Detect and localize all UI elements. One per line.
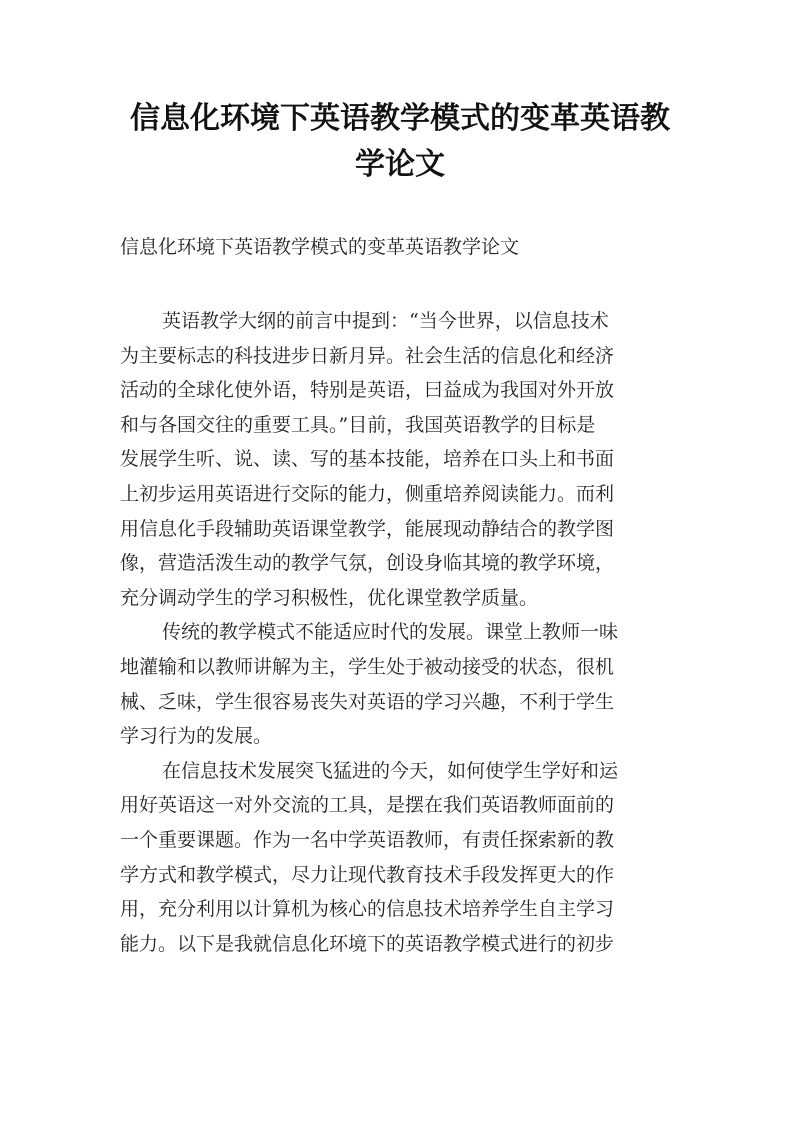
paragraph-line: 上初步运用英语进行交际的能力，侧重培养阅读能力。而利 (120, 482, 615, 505)
paragraph-line: 发展学生听、说、读、写的基本技能，培养在口头上和书面 (120, 448, 615, 471)
paragraph-line: 一个重要课题。作为一名中学英语教师，有责任探索新的教 (120, 828, 615, 851)
paragraph-line: 为主要标志的科技进步日新月异。社会生活的信息化和经济 (120, 344, 615, 367)
paragraph-line: 英语教学大纲的前言中提到：“当今世界，以信息技术 (162, 310, 609, 332)
paragraph-line: 械、乏味，学生很容易丧失对英语的学习兴趣，不利于学生 (120, 690, 615, 713)
title-line: 信息化环境下英语教学模式的变革英语教 (130, 101, 670, 136)
paragraph-line: 学方式和教学模式，尽力让现代教育技术手段发挥更大的作 (120, 863, 615, 886)
paragraph-line: 用信息化手段辅助英语课堂教学，能展现动静结合的教学图 (120, 517, 615, 540)
paragraph-line: 能力。以下是我就信息化环境下的英语教学模式进行的初步 (120, 932, 615, 955)
paragraph-line: 用好英语这一对外交流的工具，是摆在我们英语教师面前的 (120, 794, 615, 817)
paragraph-line: 像，营造活泼生动的教学气氛，创设身临其境的教学环境， (120, 552, 615, 575)
document-title (100, 96, 700, 188)
paragraph-line: 地灌输和以教师讲解为主，学生处于被动接受的状态，很机 (120, 655, 615, 678)
document-subtitle: 信息化环境下英语教学模式的变革英语教学论文 (120, 236, 520, 258)
paragraph-line: 传统的教学模式不能适应时代的发展。课堂上教师一味 (162, 621, 619, 644)
paragraph-line: 在信息技术发展突飞猛进的今天，如何使学生学好和运 (162, 759, 619, 782)
paragraph (120, 615, 690, 753)
paragraph-line: 用，充分利用以计算机为核心的信息技术培养学生自主学习 (120, 898, 615, 921)
paragraph (120, 754, 690, 962)
paragraph-line: 学习行为的发展。 (120, 725, 273, 748)
paragraph-line: 和与各国交往的重要工具。”目前，我国英语教学的目标是 (120, 413, 596, 436)
paragraph-line: 充分调动学生的学习积极性，优化课堂教学质量。 (120, 586, 539, 609)
document-body (120, 304, 690, 961)
paragraph-line: 活动的全球化使外语，特别是英语，曰益成为我国对外开放 (120, 379, 615, 402)
title-line: 学论文 (355, 147, 445, 182)
paragraph (120, 304, 690, 615)
